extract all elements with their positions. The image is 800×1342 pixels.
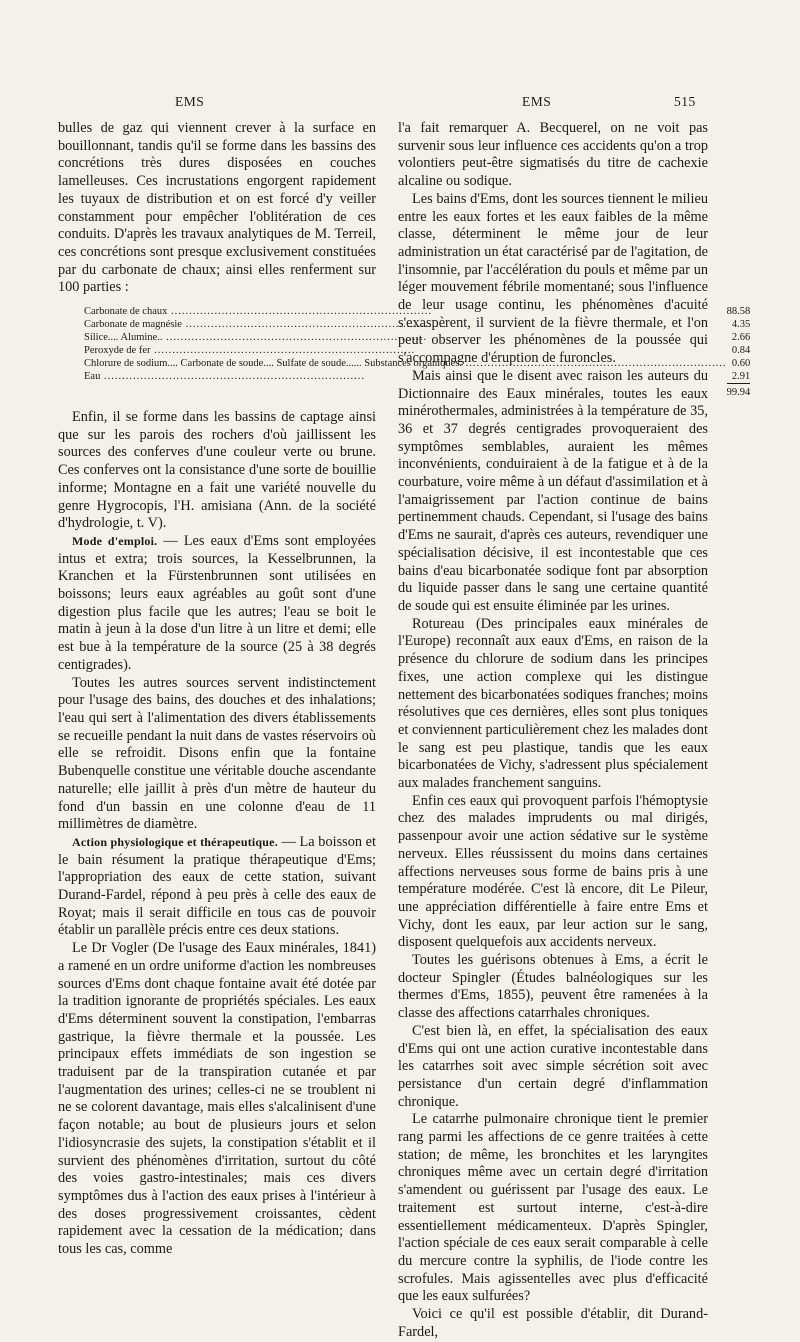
composition-value: 2.66 <box>731 332 751 344</box>
composition-total: 99.94 <box>727 384 751 400</box>
paragraph: Voici ce qu'il est possible d'établir, dit Durand-Fardel, <box>398 1306 708 1340</box>
section-heading: Action physiologique et thérapeutique. <box>72 834 278 849</box>
composition-value: 0.84 <box>731 345 751 357</box>
composition-value: 2.91 <box>731 371 751 383</box>
section-heading: Mode d'emploi. <box>72 533 158 548</box>
composition-name: Carbonate de magnésie <box>84 319 182 331</box>
composition-name: Carbonate de chaux <box>84 306 168 318</box>
paragraph: C'est bien là, en effet, la spécialisation des eaux d'Ems qui ont une action curative incontestable dans les catarrhes soit avec simple sécrétion soit avec persistance d'un certain degré d'inflammation chronique. <box>398 1022 708 1110</box>
paragraph: Toutes les autres sources servent indistinctement pour l'usage des bains, des douches et des inhalations; l'eau qui sert à l'alimentation des divers établissements se recueille pendant la nuit dans de vastes réservoirs où elle se refroidit. Disons enfin que la fontaine Bubenquelle constitue une véritable douche ascendante naturelle; elle jaillit à près d'un mètre de hauteur du fond d'un bassin en une colonne d'eau de 11 millimètres de diamètre. <box>58 674 376 833</box>
composition-name: Eau <box>84 371 101 383</box>
section-text: — Les eaux d'Ems sont employées intus et extra; trois sources, la Kesselbrunnen, la Kranchen et la Fürstenbrunnen sont utilisées en boissons; leurs eaux agréables au goût sont d'une digestion plus facile que les autres; l'eau se boit le matin à jeun à la dose d'un litre à un litre et demi; elle est bue à la température de la source (25 à 38 degrés centigrades). <box>58 532 376 673</box>
composition-name: Chlorure de sodium.... Carbonate de soude.... Sulfate de soude...... Substances organiques. <box>84 358 463 370</box>
paragraph: Enfin ces eaux qui provoquent parfois l'hémoptysie chez des malades imprudents ou mal dirigés, passenpour avoir une action sédative sur le système nerveux. Elles réussissent du moins dans certaines affections nerveuses sous forme de bains pris à une température modérée. C'est là encore, dit Le Pileur, une appréciation différentielle à faire entre Ems et Vichy, dont les eaux, par leur action sur le sang, disposent quelquefois aux accidents nerveux. <box>398 792 708 951</box>
paragraph: Les bains d'Ems, dont les sources tiennent le milieu entre les eaux fortes et les eaux faibles de la même classe, déterminent le même jour de leur administration un état caractérisé par de l'agitation, de l'insomnie, par l'accélération du pouls et même par un léger mouvement fébrile momentané; sous l'influence de leur usage continu, les phénomènes d'acuité s'exaspèrent, il survient de la fièvre thermale, et l'on peut observer les phénomènes de la poussée qui s'accompagne d'éruption de furoncles. <box>398 190 708 367</box>
paragraph: Mais ainsi que le disent avec raison les auteurs du Dictionnaire des Eaux minérales, toutes les eaux minérothermales, administrées à la température de 35, 36 et 37 degrés centigrades provoqueraient des symptômes semblables, auraient les mêmes inconvénients, conduiraient à de la fatigue et à de la courbature, voire même à un défaut d'assimilation et à l'amaigrissement par l'action continue de bains pertinemment chauds. Cependant, si l'usage des bains d'Ems ne saurait, d'après ces auteurs, revendiquer une spécialisation décisive, il est incontestable que ces bains d'eau bicarbonatée sodique font par absorption du liquide passer dans le sang une certaine quantité de soude qui est ensuite éliminée par les urines. <box>398 367 708 614</box>
paragraph: Toutes les guérisons obtenues à Ems, a écrit le docteur Spingler (Études balnéologiques sur les thermes d'Ems, 1855), peuvent être ramenées à la classe des affections catarrhales chroniques. <box>398 952 708 1022</box>
paragraph: Rotureau (Des principales eaux minérales de l'Europe) reconnaît aux eaux d'Ems, en raison de la présence du chlorure de sodium dans les principes fixes, une action complexe qui les distingue nettement des bicarbonatées sodiques franches; moins résolutives que ces dernières, elles sont plus toniques et conviennent particulièrement chez les malades dont le sang est peu plastique, tandis que les eaux bicarbonatées de Vichy, s'adressent plus spécialement aux malades franchement sanguins. <box>398 615 708 792</box>
paragraph: Le catarrhe pulmonaire chronique tient le premier rang parmi les affections de ce genre traitées à cette station; de même, les bronchites et les laryngites chroniques même avec un certain degré d'irritation s'amendent ou guérissent par l'usage des eaux. Le traitement est surtout interne, c'est-à-dire essentiellement médicamenteux. D'après Spingler, l'action spéciale de ces eaux serait comparable à celle du mercure contre la syphilis, de l'iode contre les scrofules. Mais agissentelles avec plus d'efficacité que les eaux sulfurées? <box>398 1111 708 1305</box>
running-head-center: EMS <box>522 94 552 109</box>
running-head-left: EMS <box>175 94 205 109</box>
paragraph: l'a fait remarquer A. Becquerel, on ne voit pas survenir sous leur influence ces accidents qu'on a trop volontiers peut-être sigmatisés du titre de cachexie alcaline ou sodique. <box>398 120 708 190</box>
page-number: 515 <box>674 94 696 109</box>
right-column <box>398 120 708 1342</box>
paragraph-mode-emploi <box>58 533 376 675</box>
paragraph: Le Dr Vogler (De l'usage des Eaux minérales, 1841) a ramené en un ordre uniforme d'action les nombreuses sources d'Ems dont chaque fontaine avait été dotée par la tradition ignorante de propriétés spéciales. Les eaux d'Ems déterminent souvent la constipation, l'embarras gastrique, la fièvre thermale et la poussée. Les principaux effets immédiats de son ingestion se traduisent par de la transpiration cutanée et par l'augmentation des urines; celles-ci ne se troublent ni ne se colorent davantage, mais elles s'alcalinisent d'une façon notable; au bout de plusieurs jours et selon l'idiosyncrasie des sujets, la constipation s'établit et il survient des phénomènes d'irritation, surtout du côté des voies gastro-intestinales; mais ces divers symptômes dus à l'action des eaux prises à l'intérieur à des doses progressivement croissantes, cèdent rapidement avec la cessation de la médication; dans tous les cas, comme <box>58 940 376 1258</box>
composition-value: 4.35 <box>731 319 751 331</box>
composition-name: Silice.... Alumine.. <box>84 332 163 344</box>
composition-value: 0.60 <box>731 358 751 370</box>
composition-value: 88.58 <box>726 306 751 318</box>
section-text: — La boisson et le bain résument la pratique thérapeutique d'Ems; l'appropriation des eaux de cette station, suivant Durand-Fardel, répond à peu près à celle des eaux de Royat; mais il serait difficile en tous cas de pouvoir établir un parallèle précis entre ces deux stations. <box>58 833 376 939</box>
paragraph: Enfin, il se forme dans les bassins de captage ainsi que sur les parois des rochers d'où jaillissent les sources des conferves d'une couleur verte ou brune. Ces conferves ont la consistance d'une sorte de bouillie informe; Montagne en a fait une variété nouvelle du genre Hygrocopis, l'H. amisiana (Ann. de la société d'hydrologie, t. V). <box>58 409 376 532</box>
paragraph: bulles de gaz qui viennent crever à la surface en bouillonnant, tandis qu'il se forme dans les bassins des concrétions très dures disposées en couches lamelleuses. Ces incrustations engorgent rapidement les tuyaux de distribution et on est forcé d'y veiller constamment pour empêcher l'oblitération de ces conduits. D'après les travaux analytiques de M. Terreil, ces concrétions sont presque exclusivement constituées par du carbonate de chaux; ainsi elles renferment sur 100 parties : <box>58 120 376 296</box>
paragraph-action <box>58 834 376 940</box>
composition-name: Peroxyde de fer <box>84 345 151 357</box>
